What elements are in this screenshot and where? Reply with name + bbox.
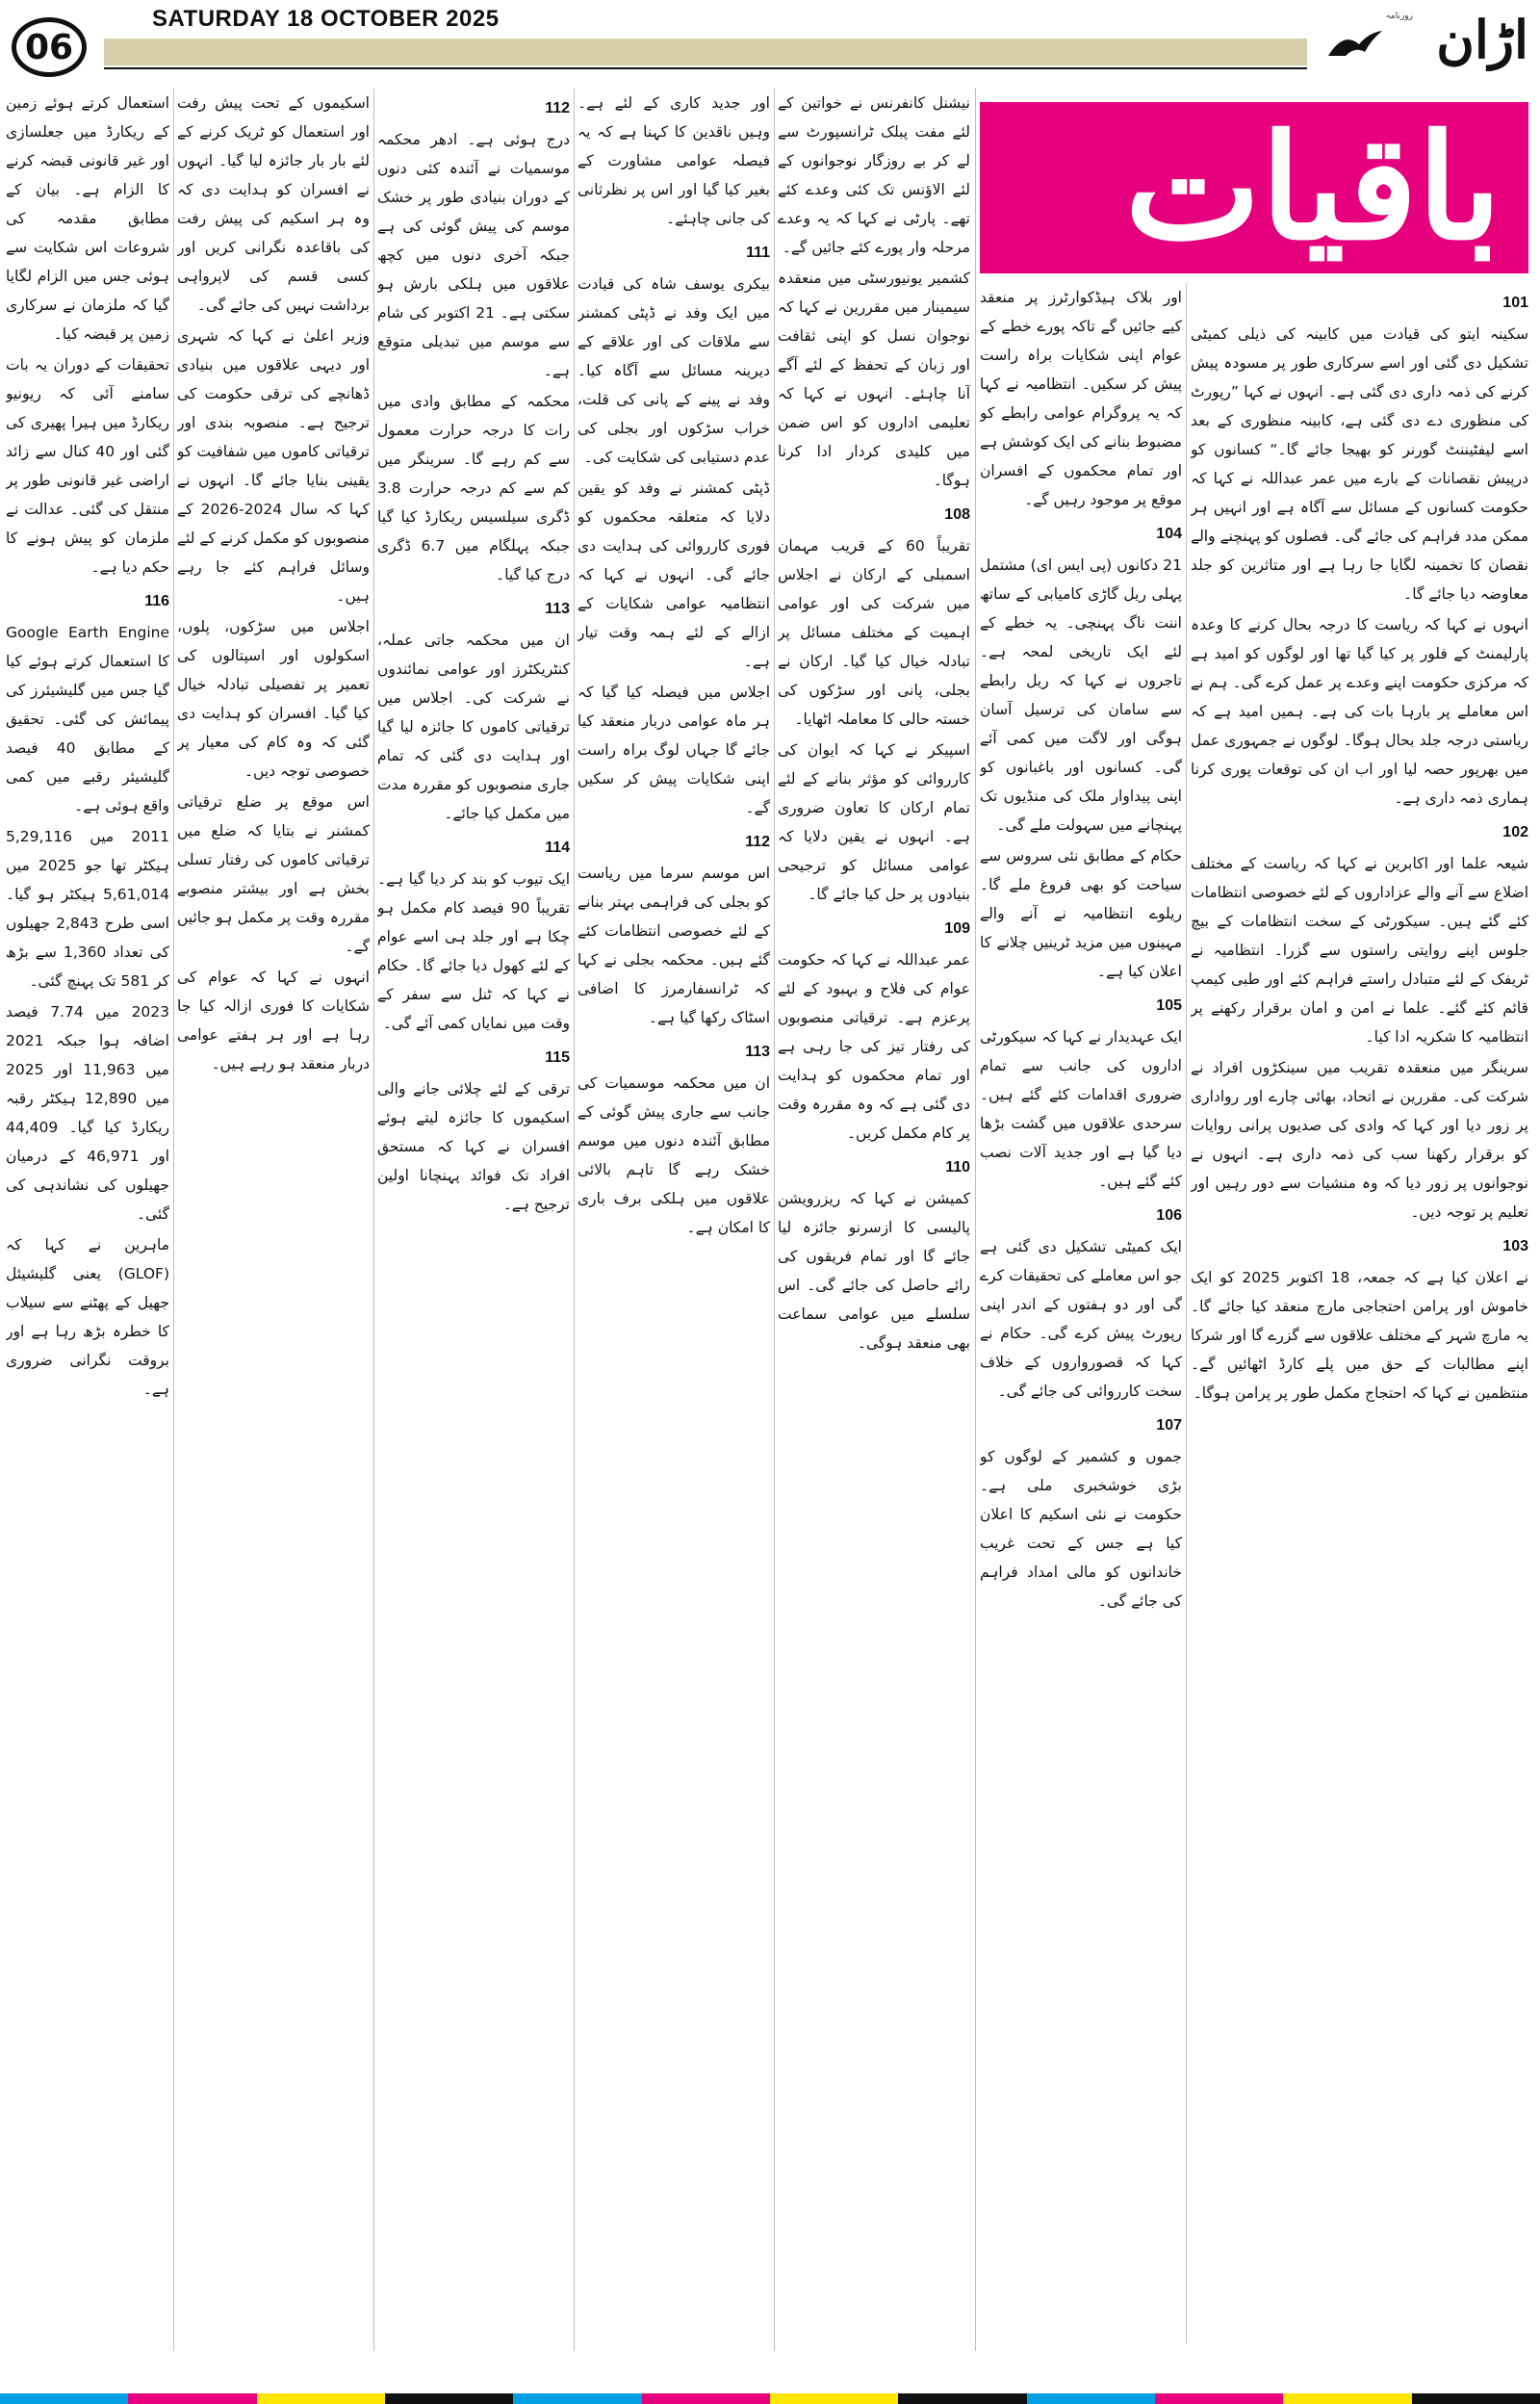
column-rule: [173, 89, 174, 2351]
story-number: 109: [944, 920, 970, 937]
article-column-7: [6, 89, 169, 2343]
article-paragraph: کمیشن نے کہا کہ ریزرویشن پالیسی کا ازسرنو جائزہ لیا جائے گا اور تمام فریقوں کی رائے حاصل کی جائے گی۔ اس سلسلے میں عوامی سماعت بھی منعقد ہوگی۔: [778, 1190, 970, 1352]
article-paragraph: اجلاس میں سڑکوں، پلوں، اسکولوں اور اسپتالوں کی تعمیر پر تفصیلی تبادلہ خیال کیا گیا۔ افسران کو ہدایت دی گئی کہ وہ کام کی معیار پر خصوصی توجہ دیں۔: [177, 618, 370, 780]
article-paragraph: اور جدید کاری کے لئے ہے۔ وہیں ناقدین کا کہنا ہے کہ یہ فیصلہ عوامی مشاورت کے بغیر کیا گیا اور اس پر نظرثانی کی جانی چاہئے۔: [578, 94, 770, 227]
color-swatch: [385, 2393, 513, 2404]
header-rule: [104, 67, 1307, 69]
article-paragraph: کشمیر یونیورسٹی میں منعقدہ سیمینار میں مقررین نے کہا کہ نوجوان نسل کو اپنی ثقافت اور زبان کے تحفظ کے لئے آگے آنا چاہئے۔ انہوں نے کہا کہ تعلیمی اداروں کو اس ضمن میں کلیدی کردار ادا کرنا ہوگا۔: [778, 270, 970, 489]
story-number: 116: [144, 593, 169, 609]
article-paragraph: اجلاس میں فیصلہ کیا گیا کہ ہر ماہ عوامی دربار منعقد کیا جائے گا جہاں لوگ براہ راست اپنی شکایات پیش کر سکیں گے۔: [578, 684, 770, 816]
article-paragraph: 21 دکانوں (پی ایس ای) مشتمل پہلی ریل گاڑی کامیابی کے ساتھ اننت ناگ پہنچی۔ یہ خطے کے لئے ایک تاریخی لمحہ ہے۔ تاجروں نے کہا کہ ریل رابطے سے سامان کی ترسیل آسان ہوگی اور لاگت میں کمی آئے گی۔ کسانوں اور باغبانوں کو اپنی پیداوار ملک کی منڈیوں تک پہنچانے میں سہولت ملے گی۔: [980, 556, 1182, 834]
color-swatch: [642, 2393, 770, 2404]
story-number: 105: [1156, 997, 1182, 1014]
story-number: 110: [945, 1159, 970, 1176]
story-number: 112: [745, 834, 770, 850]
article-paragraph: ڈپٹی کمشنر نے وفد کو یقین دلایا کہ متعلقہ محکموں کو فوری کارروائی کی ہدایت دی جائے گی۔ انہوں نے کہا کہ انتظامیہ عوامی شکایات کے ازالے کے لئے ہمہ وقت تیار ہے۔: [578, 479, 770, 670]
page-number-badge: [12, 17, 87, 77]
color-swatch: [1283, 2393, 1411, 2404]
article-column-3: [778, 89, 970, 2343]
story-number: 104: [1156, 526, 1182, 542]
color-swatch: [1412, 2393, 1540, 2404]
article-paragraph: 2023 میں 7.74 فیصد اضافہ ہوا جبکہ 2021 میں 11,963 اور 2025 میں 12,890 ہیکٹر رقبہ ریکارڈ کیا گیا۔ 44,409 اور 46,971 کے درمیان جھیلوں کی نشاندہی کی گئی۔: [6, 1003, 169, 1223]
article-paragraph: استعمال کرتے ہوئے زمین کے ریکارڈ میں جعلسازی اور غیر قانونی قبضہ کرنے کا الزام ہے۔ بیان کے مطابق مقدمہ کی شروعات اس شکایت سے ہوئی جس میں الزام لگایا گیا کہ ملزمان نے سرکاری زمین پر قبضہ کیا۔: [6, 94, 169, 343]
column-rule: [373, 89, 374, 2351]
color-swatch: [0, 2393, 128, 2404]
header-band: [104, 39, 1307, 65]
section-banner: [980, 102, 1528, 273]
story-number: 107: [1156, 1417, 1182, 1434]
masthead-tagline: روزنامہ: [1385, 12, 1413, 21]
article-paragraph: سکینہ ایتو کی قیادت میں کابینہ کی ذیلی کمیٹی تشکیل دی گئی اور اسے سرکاری طور پر مسودہ پیش کرنے کی ذمہ داری دی گئی ہے۔ انہوں نے کہا ”رپورٹ کی منظوری دے دی گئی ہے، کابینہ منظوری کے بعد اسے لیفٹیننٹ گورنر کو بھیجا جائے گا۔“ کسانوں کو درپیش نقصانات کے بارے میں عمر عبداللہ نے کہا کہ حکومت کسانوں کے مسائل سے آگاہ ہے اور انہیں ہر ممکن مدد فراہم کی جائے گی۔ فصلوں کو پہنچنے والے نقصان کا تخمینہ لگایا جا رہا ہے اور متاثرین کو جلد معاوضہ دیا جائے گا۔: [1191, 325, 1528, 603]
article-paragraph: ایک تیوب کو بند کر دیا گیا ہے۔ تقریباً 90 فیصد کام مکمل ہو چکا ہے اور جلد ہی اسے عوام کے لئے کھول دیا جائے گا۔ حکام نے کہا کہ ٹنل سے سفر کے وقت میں نمایاں کمی آئے گی۔: [377, 870, 570, 1032]
article-paragraph: درج ہوئی ہے۔ ادھر محکمہ موسمیات نے آئندہ کئی دنوں کے دوران بنیادی طور پر خشک موسم کی پیش گوئی کی ہے جبکہ آخری دنوں میں کچھ علاقوں میں ہلکی بارش ہو سکتی ہے۔ 21 اکتوبر کی شام سے موسم میں تبدیلی متوقع ہے۔: [377, 131, 570, 379]
article-paragraph: اس موسم سرما میں ریاست کو بجلی کی فراہمی بہتر بنانے کے لئے خصوصی انتظامات کئے گئے ہیں۔ محکمہ بجلی نے کہا کہ ٹرانسفارمرز کا اضافی اسٹاک رکھا گیا ہے۔: [578, 865, 770, 1026]
column-rule: [1186, 283, 1187, 2343]
article-paragraph: وزیر اعلیٰ نے کہا کہ شہری اور دیہی علاقوں میں بنیادی ڈھانچے کی ترقی حکومت کی ترجیح ہے۔ منصوبہ بندی اور ترقیاتی کاموں میں شفافیت کو یقینی بنایا جائے گا۔ انہوں نے کہا کہ سال 2024-2026 کے منصوبوں کو مکمل کرنے کے لئے وسائل فراہم کئے جا رہے ہیں۔: [177, 327, 370, 605]
article-paragraph: عمر عبداللہ نے کہا کہ حکومت عوام کی فلاح و بہبود کے لئے پرعزم ہے۔ ترقیاتی منصوبوں کی رفتار تیز کی جا رہی ہے اور تمام محکموں کو ہدایت دی گئی ہے کہ وہ مقررہ وقت پر کام مکمل کریں۔: [778, 951, 970, 1142]
color-swatch: [898, 2393, 1026, 2404]
masthead: [1317, 6, 1528, 83]
story-number: 108: [944, 506, 970, 523]
section-title: باقیات: [1124, 103, 1502, 272]
column-rule: [574, 89, 575, 2351]
dateline: SATURDAY 18 OCTOBER 2025: [152, 6, 500, 32]
article-paragraph: حکام کے مطابق نئی سروس سے سیاحت کو بھی فروغ ملے گا۔ ریلوے انتظامیہ نے آنے والے مہینوں میں مزید ٹرینیں چلانے کا اعلان کیا ہے۔: [980, 847, 1182, 980]
color-swatch: [1155, 2393, 1283, 2404]
article-column-1: [1191, 283, 1528, 2343]
column-rule: [975, 89, 976, 2351]
bird-logo-icon: [1326, 27, 1384, 65]
page-number: 06: [24, 27, 74, 67]
article-paragraph: محکمہ کے مطابق وادی میں رات کا درجہ حرارت معمول سے کم رہے گا۔ سرینگر میں کم سے کم درجہ حرارت 3.8 ڈگری سیلسیس ریکارڈ کیا گیا جبکہ پہلگام میں 6.7 ڈگری درج کیا گیا۔: [377, 393, 570, 583]
story-number: 101: [1502, 295, 1528, 311]
article-paragraph: سرینگر میں منعقدہ تقریب میں سینکڑوں افراد نے شرکت کی۔ مقررین نے اتحاد، بھائی چارے اور رواداری پر زور دیا اور کہا کہ وادی کی صدیوں پرانی روایات کو برقرار رکھنا سب کی ذمہ داری ہے۔ انہوں نے نوجوانوں پر زور دیا کہ وہ منشیات سے دور رہیں اور تعلیم پر توجہ دیں۔: [1191, 1059, 1528, 1221]
article-paragraph: انہوں نے کہا کہ ریاست کا درجہ بحال کرنے کا وعدہ پارلیمنٹ کے فلور پر کیا گیا تھا اور لوگوں کو امید ہے کہ مرکزی حکومت اپنے وعدے پر عمل کرے گی۔ ہم نے اس معاملے پر بارہا بات کی ہے۔ ہمیں امید ہے کہ ریاستی درجہ جلد بحال ہوگا۔ لوگوں نے جمہوری عمل میں بھرپور حصہ لیا اور اب ان کی توقعات پوری کرنا ہماری ذمہ داری ہے۔: [1191, 616, 1528, 807]
story-number: 115: [545, 1049, 570, 1066]
article-paragraph: ماہرین نے کہا کہ (GLOF) یعنی گلیشیئل جھیل کے پھٹنے سے سیلاب کا خطرہ بڑھ رہا ہے اور بروقت نگرانی ضروری ہے۔: [6, 1236, 169, 1398]
article-paragraph: 2011 میں 5,29,116 ہیکٹر تھا جو 2025 میں 5,61,014 ہیکٹر ہو گیا۔ اسی طرح 2,843 جھیلوں کی تعداد 1,360 سے بڑھ کر 581 تک پہنچ گئی۔: [6, 828, 169, 990]
story-number: 106: [1156, 1207, 1182, 1224]
article-paragraph: نے اعلان کیا ہے کہ جمعہ، 18 اکتوبر 2025 کو ایک خاموش اور پرامن احتجاجی مارچ منعقد کیا جائے گا۔ یہ مارچ شہر کے مختلف علاقوں سے گزرے گا اور شرکا اپنے مطالبات کے حق میں پلے کارڈ اٹھائیں گے۔ منتظمین نے کہا کہ احتجاج مکمل طور پر پرامن ہوگا۔: [1191, 1269, 1528, 1402]
article-paragraph: بیکری یوسف شاہ کی قیادت میں ایک وفد نے ڈپٹی کمشنر سے ملاقات کی اور علاقے کے دیرینہ مسائل سے آگاہ کیا۔ وفد نے پینے کے پانی کی قلت، خراب سڑکوں اور بجلی کی عدم دستیابی کی شکایت کی۔: [578, 275, 770, 466]
color-swatch: [770, 2393, 898, 2404]
article-paragraph: ترقی کے لئے چلائی جانے والی اسکیموں کا جائزہ لیتے ہوئے افسران نے کہا کہ مستحق افراد تک فوائد پہنچانا اولین ترجیح ہے۔: [377, 1080, 570, 1213]
article-paragraph: Google Earth Engine کا استعمال کرتے ہوئے کیا گیا جس میں گلیشیئرز کی پیمائش کی گئی۔ تحقیق کے مطابق 40 فیصد گلیشیئر رقبے میں کمی واقع ہوئی ہے۔: [6, 624, 169, 814]
article-paragraph: نیشنل کانفرنس نے خواتین کے لئے مفت پبلک ٹرانسپورٹ سے لے کر بے روزگار نوجوانوں کے لئے الاؤنس تک کئی وعدے کئے تھے۔ پارٹی نے کہا کہ یہ وعدے مرحلہ وار پورے کئے جائیں گے۔: [778, 94, 970, 256]
article-paragraph: اس موقع پر ضلع ترقیاتی کمشنر نے بتایا کہ ضلع میں ترقیاتی کاموں کی رفتار تسلی بخش ہے اور بیشتر منصوبے مقررہ وقت پر مکمل ہو جائیں گے۔: [177, 793, 370, 955]
article-paragraph: اور بلاک ہیڈکوارٹرز پر منعقد کیے جائیں گے تاکہ پورے خطے کے عوام اپنی شکایات براہ راست پیش کر سکیں۔ انتظامیہ نے کہا کہ یہ پروگرام عوامی رابطے کو مضبوط بنانے کی ایک کوشش ہے اور تمام محکموں کے افسران موقع پر موجود رہیں گے۔: [980, 289, 1182, 508]
article-column-2: [980, 283, 1182, 2343]
article-paragraph: اسپیکر نے کہا کہ ایوان کی کارروائی کو مؤثر بنانے کے لئے تمام ارکان کا تعاون ضروری ہے۔ انہوں نے یقین دلایا کہ عوامی مسائل کو ترجیحی بنیادوں پر حل کیا جائے گا۔: [778, 741, 970, 903]
color-swatch: [128, 2393, 256, 2404]
article-paragraph: جموں و کشمیر کے لوگوں کو بڑی خوشخبری ملی ہے۔ حکومت نے نئی اسکیم کا اعلان کیا ہے جس کے تحت غریب خاندانوں کو مالی امداد فراہم کی جائے گی۔: [980, 1448, 1182, 1610]
color-swatch: [257, 2393, 385, 2404]
color-swatch: [513, 2393, 641, 2404]
article-paragraph: شیعہ علما اور اکابرین نے کہا کہ ریاست کے مختلف اضلاع سے آنے والے عزاداروں کے لئے خصوصی انتظامات کئے گئے ہیں۔ سیکورٹی کے سخت انتظامات کے بیچ جلوس اپنے روایتی راستوں سے گزرا۔ انتظامیہ نے ٹریفک کے لئے متبادل راستے فراہم کئے اور طبی کیمپ قائم کئے گئے۔ علما نے امن و امان برقرار رکھنے پر انتظامیہ کا شکریہ ادا کیا۔: [1191, 855, 1528, 1046]
story-number: 102: [1502, 824, 1528, 840]
article-paragraph: اسکیموں کے تحت پیش رفت اور استعمال کو ٹریک کرنے کے لئے بار بار جائزہ لیا گیا۔ انہوں نے افسران کو ہدایت دی کہ وہ ہر اسکیم کی پیش رفت کی باقاعدہ نگرانی کریں اور کسی قسم کی لاپرواہی برداشت نہیں کی جائے گی۔: [177, 94, 370, 314]
story-number: 113: [745, 1044, 770, 1060]
article-paragraph: ایک عہدیدار نے کہا کہ سیکورٹی اداروں کی جانب سے تمام ضروری اقدامات کئے گئے ہیں۔ سرحدی علاقوں میں گشت بڑھا دیا گیا ہے اور جدید آلات نصب کئے گئے ہیں۔: [980, 1028, 1182, 1190]
story-number: 112: [545, 100, 570, 116]
story-number: 114: [545, 840, 570, 856]
article-paragraph: تحقیقات کے دوران یہ بات سامنے آئی کہ ریونیو ریکارڈ میں ہیرا پھیری کی گئی اور 40 کنال سے زائد اراضی غیر قانونی طور پر منتقل کی گئی۔ عدالت نے ملزمان کو پیش ہونے کا حکم دیا ہے۔: [6, 356, 169, 576]
article-paragraph: ان میں محکمہ جاتی عملہ، کنٹریکٹرز اور عوامی نمائندوں نے شرکت کی۔ اجلاس میں ترقیاتی کاموں کا جائزہ لیا گیا اور ہدایت دی گئی کہ تمام جاری منصوبوں کو مقررہ مدت میں مکمل کیا جائے۔: [377, 632, 570, 822]
article-paragraph: انہوں نے کہا کہ عوام کی شکایات کا فوری ازالہ کیا جا رہا ہے اور ہر ہفتے عوامی دربار منعقد ہو رہے ہیں۔: [177, 969, 370, 1073]
color-registration-bar: [0, 2393, 1540, 2404]
masthead-title: اڑان: [1436, 9, 1528, 70]
color-swatch: [1027, 2393, 1155, 2404]
article-column-5: [377, 89, 570, 2343]
story-number: 111: [746, 245, 770, 261]
article-paragraph: ان میں محکمہ موسمیات کی جانب سے جاری پیش گوئی کے مطابق آئندہ دنوں میں موسم خشک رہے گا تاہم بالائی علاقوں میں ہلکی برف باری کا امکان ہے۔: [578, 1074, 770, 1236]
story-number: 103: [1502, 1238, 1528, 1254]
article-column-6: [177, 89, 370, 2343]
column-rule: [774, 89, 775, 2351]
article-column-4: [578, 89, 770, 2343]
article-paragraph: تقریباً 60 کے قریب مہمان اسمبلی کے ارکان نے اجلاس میں شرکت کی اور عوامی اہمیت کے مختلف مسائل پر تبادلہ خیال کیا گیا۔ ارکان نے بجلی، پانی اور سڑکوں کی خستہ حالی کا معاملہ اٹھایا۔: [778, 537, 970, 728]
story-number: 113: [545, 601, 570, 617]
article-paragraph: ایک کمیٹی تشکیل دی گئی ہے جو اس معاملے کی تحقیقات کرے گی اور دو ہفتوں کے اندر اپنی رپورٹ پیش کرے گی۔ حکام نے کہا کہ قصورواروں کے خلاف سخت کارروائی کی جائے گی۔: [980, 1238, 1182, 1400]
